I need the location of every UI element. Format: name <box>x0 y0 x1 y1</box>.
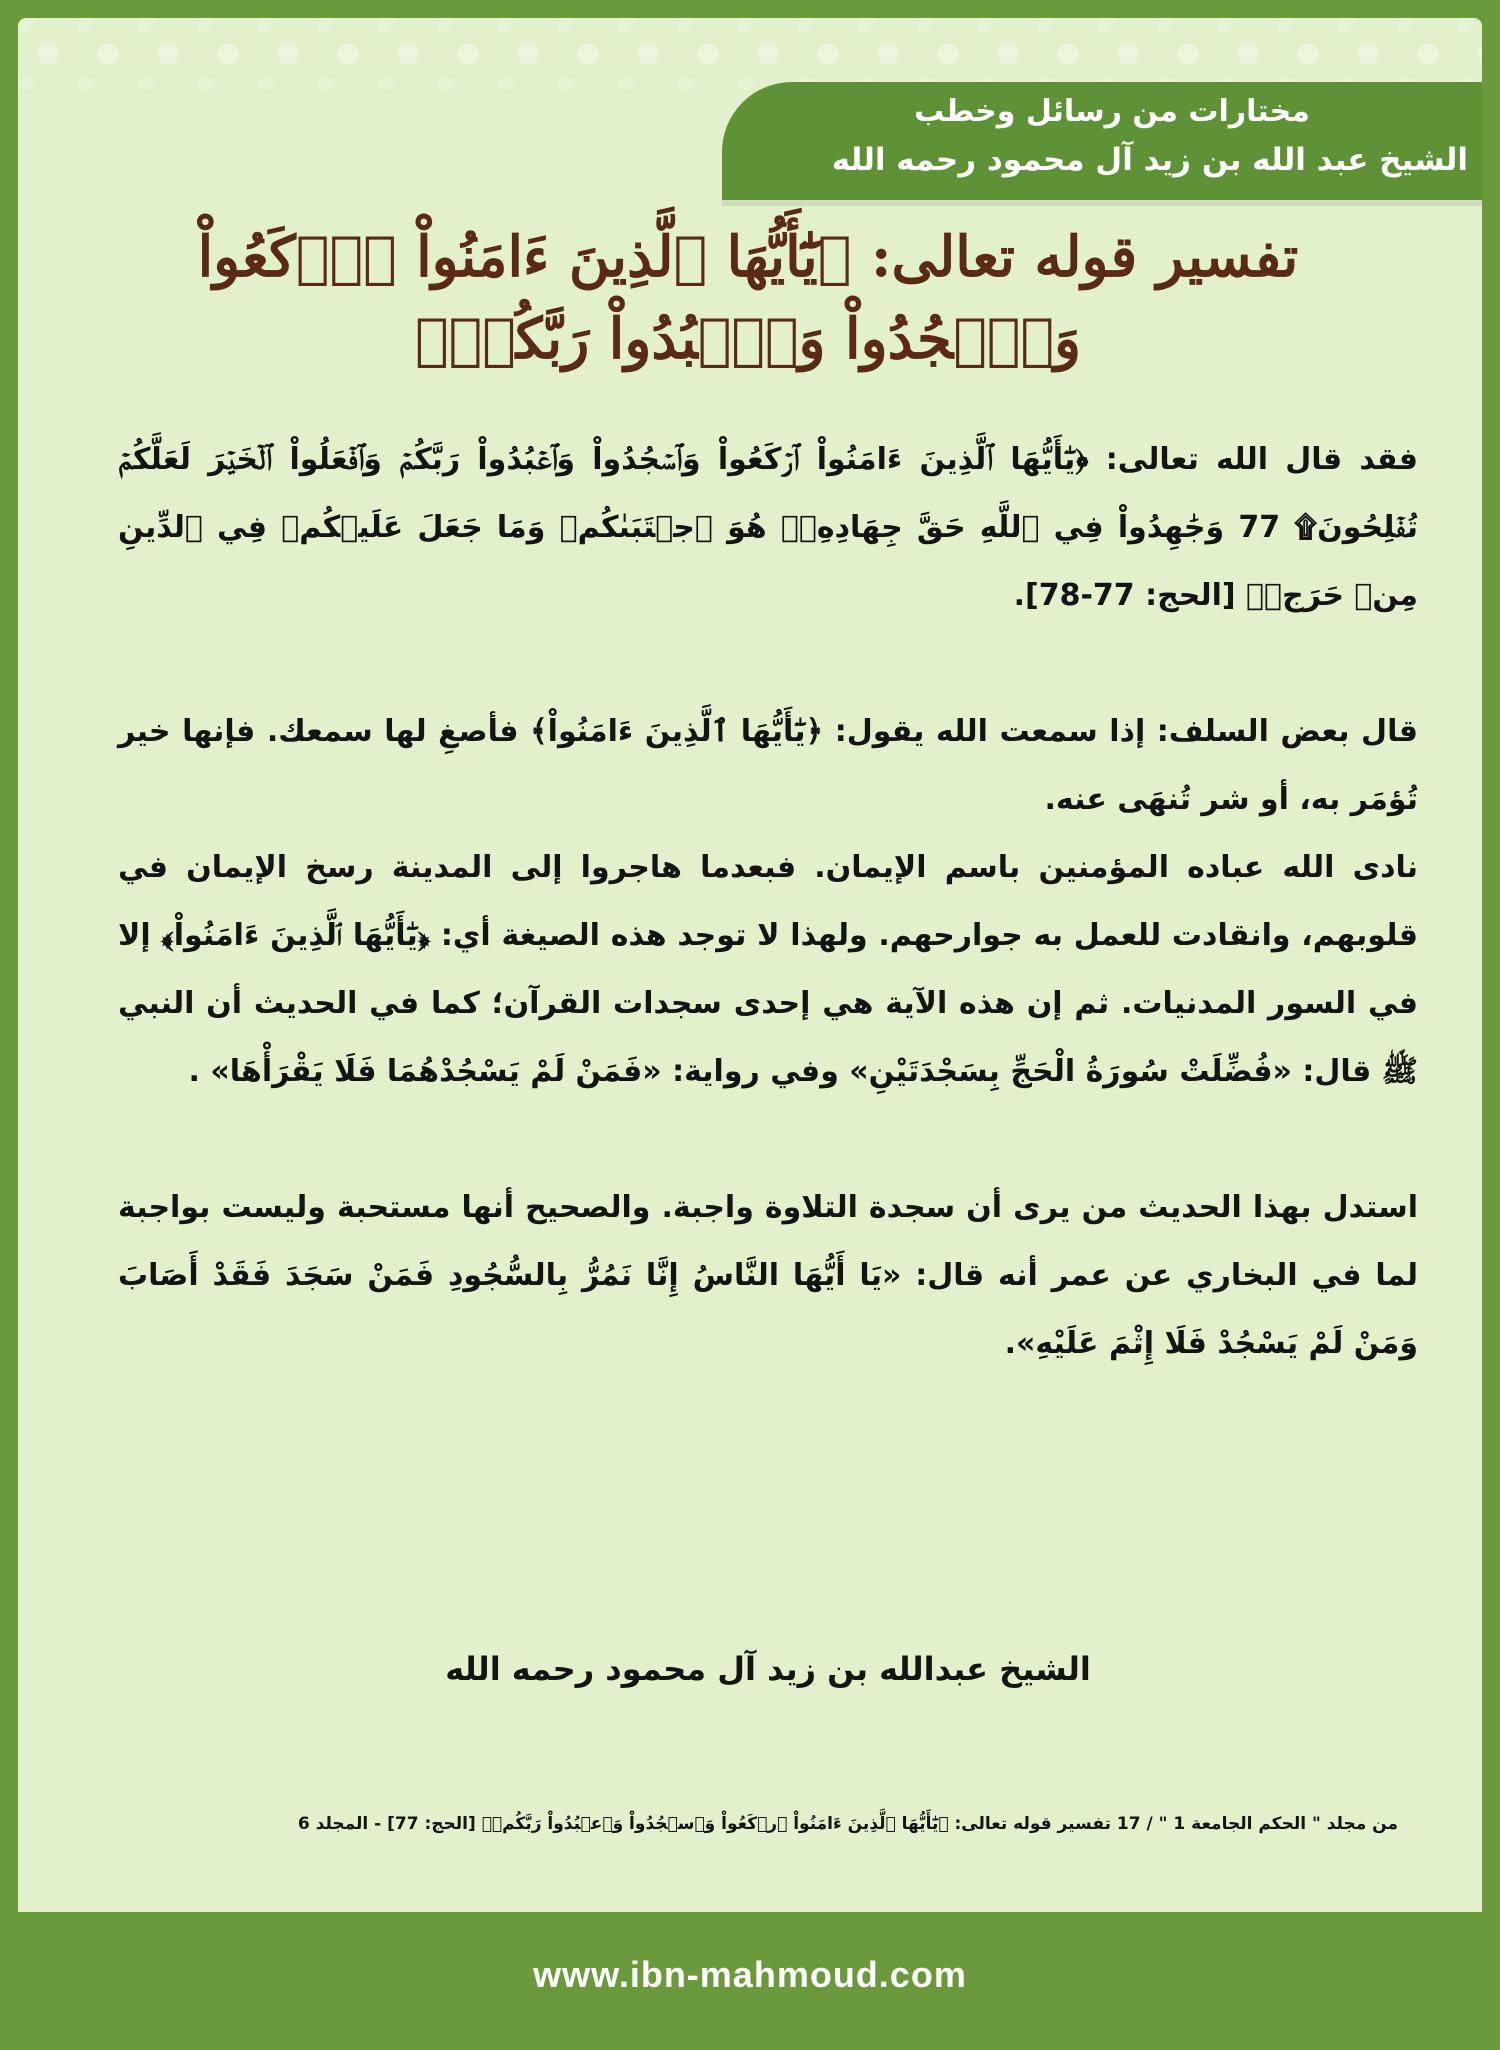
paragraph-salaf: قال بعض السلف: إذا سمعت الله يقول: ﴿يَٰٓأَيُّهَا ٱلَّذِينَ ءَامَنُواْ﴾ فأصغِ لها سمعك. فإنها خير تُؤمَر به، أو شر تُنهَى عنه. <box>118 714 1418 817</box>
paragraph-verse: فقد قال الله تعالى: ﴿يَٰٓأَيُّهَا ٱلَّذِينَ ءَامَنُواْ ٱرۡكَعُواْ وَٱسۡجُدُواْ وَٱعۡبُدُواْ رَبَّكُمۡ وَٱفۡعَلُواْ ٱلۡخَيۡرَ لَعَلَّكُمۡ تُفۡلِحُونَ۩ 77 وَجَٰهِدُواْ فِي ٱللَّهِ حَقَّ جِهَادِهِۦۚ هُوَ ٱجۡتَبَىٰكُمۡ وَمَا جَعَلَ عَلَيۡكُمۡ فِي ٱلدِّينِ مِنۡ حَرَجٖ﴾ [الحج: 77-78]. <box>118 442 1418 613</box>
header-author: الشيخ عبد الله بن زيد آل محمود رحمه الله <box>831 142 1468 178</box>
article-body <box>118 426 1418 1378</box>
header-series-title: مختارات من رسائل وخطب <box>914 94 1310 129</box>
paragraph-ruling: استدل بهذا الحديث من يرى أن سجدة التلاوة واجبة. والصحيح أنها مستحبة وليست بواجبة لما في البخاري عن عمر أنه قال: «يَا أَيُّهَا النَّاسُ إِنَّا نَمُرُّ بِالسُّجُودِ فَمَنْ سَجَدَ فَقَدْ أَصَابَ وَمَنْ لَمْ يَسْجُدْ فَلَا إِثْمَ عَلَيْهِ». <box>118 1190 1418 1361</box>
author-signature: الشيخ عبدالله بن زيد آل محمود رحمه الله <box>445 1650 1091 1688</box>
footer-bar <box>0 1912 1500 2050</box>
website-link[interactable]: www.ibn-mahmoud.com <box>533 1954 967 1995</box>
decorative-pattern <box>18 18 1482 90</box>
source-citation: من مجلد " الحكم الجامعة 1 " / 17 تفسير قوله تعالى: ﴿يَٰٓأَيُّهَا ٱلَّذِينَ ءَامَنُواْ ٱرۡكَعُواْ وَٱسۡجُدُواْ وَٱعۡبُدُواْ رَبَّكُمۡ﴾ [الحج: 77] - المجلد 6 <box>297 1814 1398 1834</box>
header-banner <box>722 82 1482 200</box>
paragraph-iman: نادى الله عباده المؤمنين باسم الإيمان. فبعدما هاجروا إلى المدينة رسخ الإيمان في قلوبهم، وانقادت للعمل به جوارحهم. ولهذا لا توجد هذه الصيغة أي: ﴿يَٰٓأَيُّهَا ٱلَّذِينَ ءَامَنُواْ﴾ إلا في السور المدنيات. ثم إن هذه الآية هي إحدى سجدات القرآن؛ كما في الحديث أن النبي ﷺ قال: «فُضِّلَتْ سُورَةُ الْحَجِّ بِسَجْدَتَيْنِ» وفي رواية: «فَمَنْ لَمْ يَسْجُدْهُمَا فَلَا يَقْرَأْهَا» . <box>118 850 1418 1089</box>
page-frame <box>18 18 1482 1940</box>
page-title: تفسير قوله تعالى: ﴿يَٰٓأَيُّهَا ٱلَّذِينَ ءَامَنُواْ ٱرۡكَعُواْ وَٱسۡجُدُواْ وَٱعۡبُدُواْ رَبَّكُمۡ﴾ <box>197 224 1299 372</box>
